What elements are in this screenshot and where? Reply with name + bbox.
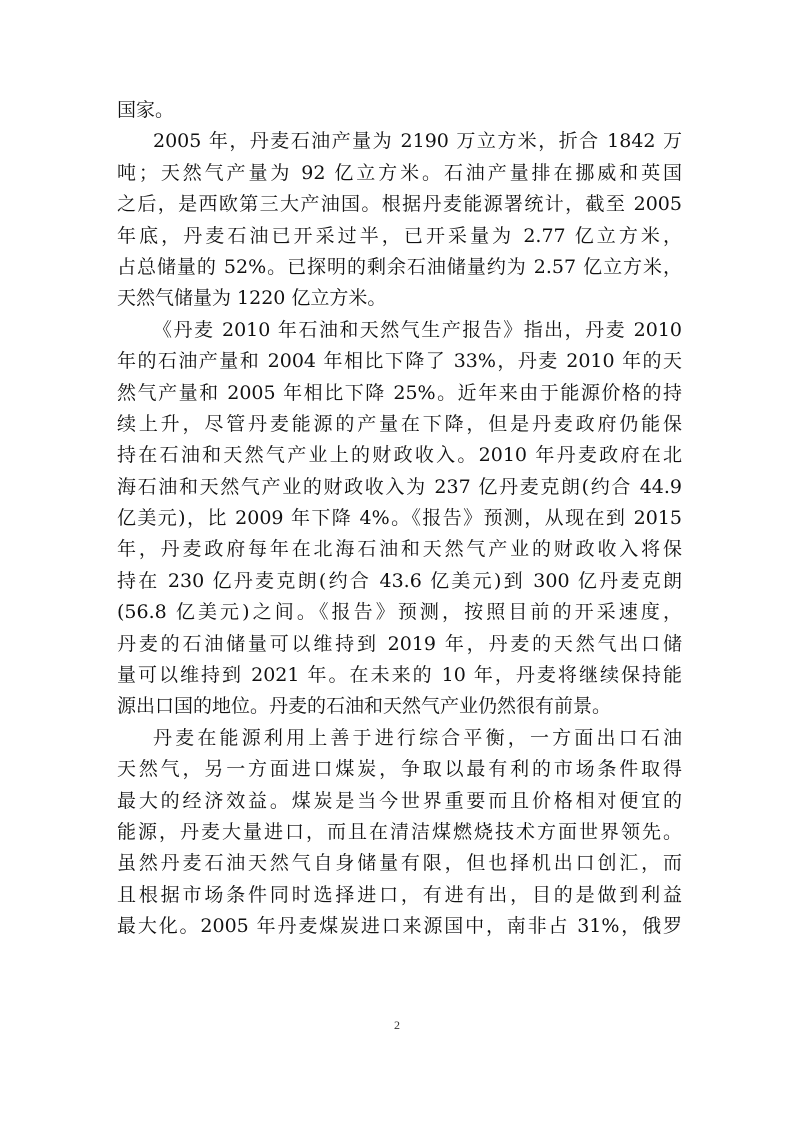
text-line: 国家。 bbox=[117, 99, 175, 121]
text-line: 持在 230 亿丹麦克朗(约合 43.6 亿美元)到 300 亿丹麦克朗 bbox=[117, 569, 682, 592]
text-line: (56.8 亿美元)之间。《报告》预测，按照目前的开采速度， bbox=[117, 601, 682, 624]
text-line: 丹麦在能源利用上善于进行综合平衡，一方面出口石油 bbox=[153, 726, 682, 749]
text-line: 之后，是西欧第三大产油国。根据丹麦能源署统计，截至 2005 bbox=[117, 193, 682, 216]
page-number: 2 bbox=[394, 1018, 400, 1032]
text-line: 持在石油和天然气产业上的财政收入。2010 年丹麦政府在北 bbox=[117, 444, 682, 467]
text-line: 海石油和天然气产业的财政收入为 237 亿丹麦克朗(约合 44.9 bbox=[117, 475, 682, 498]
text-line: 最大化。2005 年丹麦煤炭进口来源国中，南非占 31%，俄罗 bbox=[117, 915, 682, 938]
text-line: 年的石油产量和 2004 年相比下降了 33%，丹麦 2010 年的天 bbox=[117, 350, 682, 373]
text-line: 丹麦的石油储量可以维持到 2019 年，丹麦的天然气出口储 bbox=[117, 632, 682, 655]
text-line: 亿美元)，比 2009 年下降 4%。《报告》预测，从现在到 2015 bbox=[117, 507, 682, 530]
paragraph bbox=[117, 126, 682, 314]
text-line: 虽然丹麦石油天然气自身储量有限，但也择机出口创汇，而 bbox=[117, 852, 682, 875]
text-line: 最大的经济效益。煤炭是当今世界重要而且价格相对便宜的 bbox=[117, 789, 682, 812]
text-line: 2005 年，丹麦石油产量为 2190 万立方米，折合 1842 万 bbox=[153, 130, 682, 153]
text-line: 吨；天然气产量为 92 亿立方米。石油产量排在挪威和英国 bbox=[117, 161, 682, 184]
text-line: 续上升，尽管丹麦能源的产量在下降，但是丹麦政府仍能保 bbox=[117, 412, 682, 435]
text-line: 占总储量的 52%。已探明的剩余石油储量约为 2.57 亿立方米， bbox=[117, 255, 682, 278]
text-line: 量可以维持到 2021 年。在未来的 10 年，丹麦将继续保持能 bbox=[117, 664, 682, 687]
text-line: 《丹麦 2010 年石油和天然气生产报告》指出，丹麦 2010 bbox=[153, 318, 682, 341]
text-line: 能源，丹麦大量进口，而且在清洁煤燃烧技术方面世界领先。 bbox=[117, 820, 682, 843]
paragraph bbox=[117, 95, 682, 126]
text-line: 年底，丹麦石油已开采过半，已开采量为 2.77 亿立方米， bbox=[117, 224, 682, 247]
text-line: 年，丹麦政府每年在北海石油和天然气产业的财政收入将保 bbox=[117, 538, 682, 561]
paragraph bbox=[117, 315, 682, 723]
text-line: 天然气储量为 1220 亿立方米。 bbox=[117, 287, 387, 310]
text-line: 且根据市场条件同时选择进口，有进有出，目的是做到利益 bbox=[117, 883, 682, 906]
text-line: 源出口国的地位。丹麦的石油和天然气产业仍然很有前景。 bbox=[117, 695, 612, 718]
paragraph bbox=[117, 723, 682, 943]
text-line: 天然气，另一方面进口煤炭，争取以最有利的市场条件取得 bbox=[117, 758, 682, 781]
body-text bbox=[117, 95, 682, 943]
text-line: 然气产量和 2005 年相比下降 25%。近年来由于能源价格的持 bbox=[117, 381, 682, 404]
